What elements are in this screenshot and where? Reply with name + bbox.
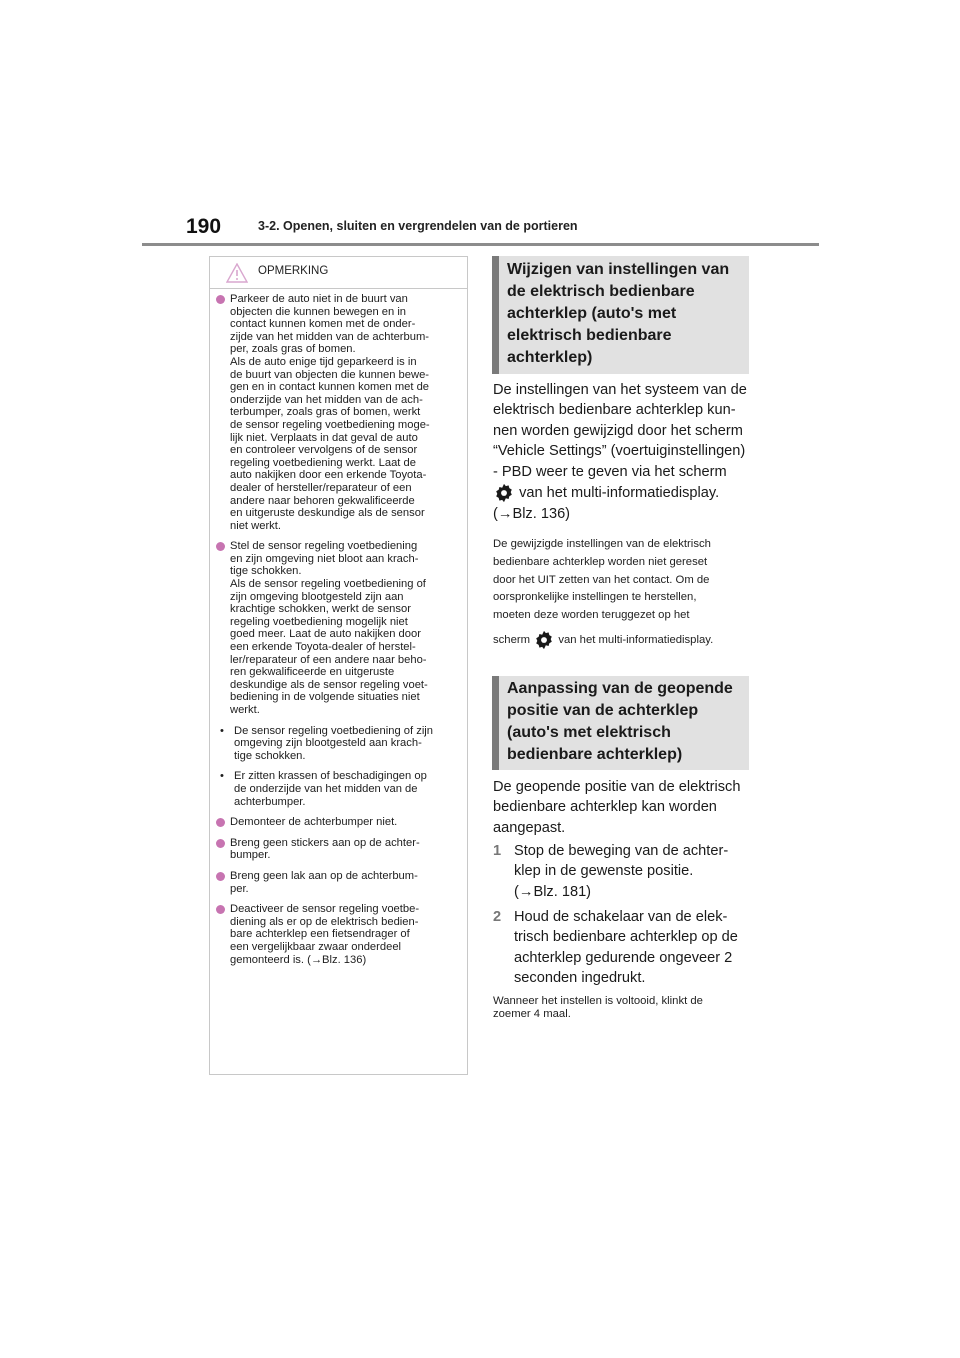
bullet-icon	[216, 872, 225, 881]
notice-item-line: Stel de sensor regeling voetbediening	[230, 540, 418, 553]
note-line: De gewijzigde instellingen van de elektrisch	[493, 538, 711, 550]
notice-item-line: deskundige als de sensor regeling voet-	[230, 678, 428, 691]
heading-line: achterklep (auto's met	[507, 305, 677, 322]
notice-body	[210, 289, 467, 966]
notice-item-line: Breng geen lak aan op de achterbum-	[230, 869, 418, 882]
notice-item-line: onderzijde van het midden van de ach-	[230, 393, 423, 406]
heading-line: Wijzigen van instellingen van	[507, 261, 730, 278]
notice-item	[216, 903, 457, 966]
notice-title: OPMERKING	[258, 265, 329, 277]
notice-sub-item-line: de onderzijde van het midden van de	[234, 782, 418, 795]
notice-item-line: een vergelijkbaar zwaar onderdeel	[230, 940, 402, 953]
settings-gear-line	[493, 482, 755, 504]
gear-icon	[493, 482, 515, 504]
step-line: (→Blz. 181)	[514, 883, 592, 900]
notice-sub-item-line: Er zitten krassen of beschadigingen op	[234, 770, 427, 783]
notice-item	[216, 837, 457, 862]
bullet-icon	[216, 542, 225, 551]
notice-item	[216, 293, 457, 532]
notice-item-line: regeling voetbediening werkt. Laat de	[230, 456, 416, 469]
notice-item-line: terbumper, zoals gras of bomen, werkt	[230, 406, 421, 419]
step-line: Houd de schakelaar van de elek-	[514, 909, 728, 925]
notice-item-line: gemonteerd is. (→Blz. 136)	[230, 953, 367, 966]
notice-item-line: Parkeer de auto niet in de buurt van	[230, 293, 408, 305]
notice-item-line: zijn omgeving blootgesteld zijn aan	[230, 590, 404, 603]
dot-icon: •	[220, 724, 224, 737]
notice-item-line: zijde van het midden van de achterbum-	[230, 330, 430, 343]
completion-note	[493, 995, 755, 1021]
step-line: seconden ingedrukt.	[514, 970, 646, 987]
notice-item-line: bumper.	[230, 849, 271, 862]
body-line: nen worden gewijzigd door het scherm	[493, 422, 743, 439]
open-position-body-text	[493, 777, 755, 838]
notice-item-line: ler/reparateur of een andere naar beho-	[230, 653, 427, 666]
notice-item-line: dealer of hersteller/reparateur of een	[230, 481, 412, 494]
notice-item-line: bediening in de volgende situaties niet	[230, 691, 420, 704]
section-heading-open-position	[492, 676, 749, 770]
notice-item-line: andere naar behoren gekwalificeerde	[230, 494, 415, 507]
step-line: trisch bedienbare achterklep op de	[514, 929, 738, 946]
notice-item-line: krachtige schokken, werkt de sensor	[230, 603, 411, 616]
notice-sub-item-line: tige schokken.	[234, 749, 306, 762]
step-number: 1	[493, 843, 502, 859]
step-line: Stop de beweging van de achter-	[514, 843, 729, 859]
notice-item-line: auto nakijken door een erkende Toyota-	[230, 469, 427, 482]
heading-line: bedienbare achterklep)	[507, 746, 683, 763]
notice-item-line: regeling voetbediening mogelijk niet	[230, 615, 408, 628]
heading-line: (auto's met elektrisch	[507, 724, 671, 741]
heading-line: positie van de achterklep	[507, 702, 699, 719]
notice-item-line: contact kunnen komen met de onder-	[230, 318, 416, 331]
warning-triangle-icon	[226, 263, 248, 283]
settings-note-suffix: van het multi-informatiedisplay.	[558, 633, 714, 646]
step-line: achterklep gedurende ongeveer 2	[514, 949, 733, 966]
notice-item-line: tige schokken.	[230, 565, 302, 578]
bullet-icon	[216, 818, 225, 827]
heading-line: achterklep)	[507, 349, 593, 366]
settings-note-prefix: scherm	[493, 633, 531, 646]
note-line: moeten deze worden teruggezet op het	[493, 609, 690, 622]
body-line: aangepast.	[493, 819, 566, 836]
bullet-icon	[216, 839, 225, 848]
notice-item-line: Breng geen stickers aan op de achter-	[230, 836, 420, 849]
note-line: bedienbare achterklep worden niet gereset	[493, 555, 708, 568]
notice-item-line: niet werkt.	[230, 519, 281, 532]
notice-sub-item-line: De sensor regeling voetbediening of zijn	[234, 724, 434, 737]
body-line: bedienbare achterklep kan worden	[493, 799, 717, 816]
settings-ref[interactable]: (→Blz. 136)	[493, 506, 571, 523]
settings-note	[493, 536, 755, 651]
step-line: klep in de gewenste positie.	[514, 863, 694, 880]
notice-sub-item	[216, 770, 457, 808]
notice-item	[216, 816, 457, 829]
settings-note-gear-line	[493, 629, 755, 651]
note-line: door het UIT zetten van het contact. Om de	[493, 573, 710, 586]
body-line: elektrisch bedienbare achterklep kun-	[493, 402, 736, 419]
bullet-icon	[216, 905, 225, 914]
notice-item	[216, 870, 457, 895]
note-line: oorspronkelijke instellingen te herstellen,	[493, 591, 697, 604]
chapter-title: 3-2. Openen, sluiten en vergrendelen van de portieren	[258, 219, 578, 233]
notice-item-line: Als de sensor regeling voetbediening of	[230, 578, 426, 591]
notice-item-line: een erkende Toyota-dealer of herstel-	[230, 641, 416, 654]
notice-item-line: objecten die kunnen bewegen en in	[230, 305, 407, 318]
note-line: zoemer 4 maal.	[493, 1008, 571, 1021]
section-heading-settings	[492, 256, 749, 374]
page-number: 190	[186, 215, 222, 238]
heading-line: de elektrisch bedienbare	[507, 283, 695, 300]
step-number: 2	[493, 909, 502, 925]
body-line: De instellingen van het systeem van de	[493, 382, 747, 398]
body-line: - PBD weer te geven via het scherm	[493, 463, 727, 480]
notice-item-line: en controleer vervolgens of de sensor	[230, 444, 418, 457]
body-line: De geopende positie van de elektrisch	[493, 779, 741, 795]
bullet-icon	[216, 295, 225, 304]
dot-icon: •	[220, 770, 224, 783]
notice-item-line: Als de auto enige tijd geparkeerd is in	[230, 355, 417, 368]
notice-item-line: werkt.	[230, 704, 260, 716]
notice-item-line: bare achterklep een fietsendrager of	[230, 928, 410, 941]
notice-sub-item-line: omgeving zijn blootgesteld aan krach-	[234, 737, 422, 750]
notice-item	[216, 540, 457, 716]
notice-item-line: per, zoals gras of bomen.	[230, 343, 356, 356]
step-text	[514, 841, 754, 902]
notice-item-line: ren gekwalificeerde en uitgeruste	[230, 666, 395, 679]
body-line: “Vehicle Settings” (voertuiginstellingen)	[493, 443, 746, 460]
notice-header	[210, 257, 467, 289]
notice-item-line: diening als er op de elektrisch bedien-	[230, 915, 419, 928]
notice-item-line: Demonteer de achterbumper niet.	[230, 816, 398, 829]
notice-item-line: goed meer. Laat de auto nakijken door	[230, 628, 421, 641]
notice-item-line: en zijn omgeving niet bloot aan krach-	[230, 552, 419, 565]
notice-item-line: gen en in contact kunnen komen met de	[230, 381, 430, 394]
notice-item-line: lijk niet. Verplaats in dat geval de auto	[230, 431, 418, 444]
notice-item-line: per.	[230, 882, 249, 895]
notice-sub-item	[216, 725, 457, 763]
settings-gear-suffix: van het multi-informatiedisplay.	[519, 484, 720, 501]
notice-item-line: Deactiveer de sensor regeling voetbe-	[230, 903, 420, 916]
gear-icon	[533, 629, 555, 651]
notice-sub-item-line: achterbumper.	[234, 795, 306, 808]
heading-line: elektrisch bedienbare	[507, 327, 672, 344]
note-line: Wanneer het instellen is voltooid, klinkt de	[493, 995, 703, 1007]
step-text	[514, 907, 754, 989]
settings-body-text	[493, 380, 755, 524]
header-divider	[142, 243, 819, 246]
notice-item-line: de buurt van objecten die kunnen bewe-	[230, 368, 430, 381]
notice-box	[209, 256, 468, 1075]
heading-line: Aanpassing van de geopende	[507, 680, 733, 697]
notice-item-line: de sensor regeling voetbediening moge-	[230, 418, 430, 431]
notice-item-line: en uitgeruste deskundige als de sensor	[230, 507, 425, 520]
